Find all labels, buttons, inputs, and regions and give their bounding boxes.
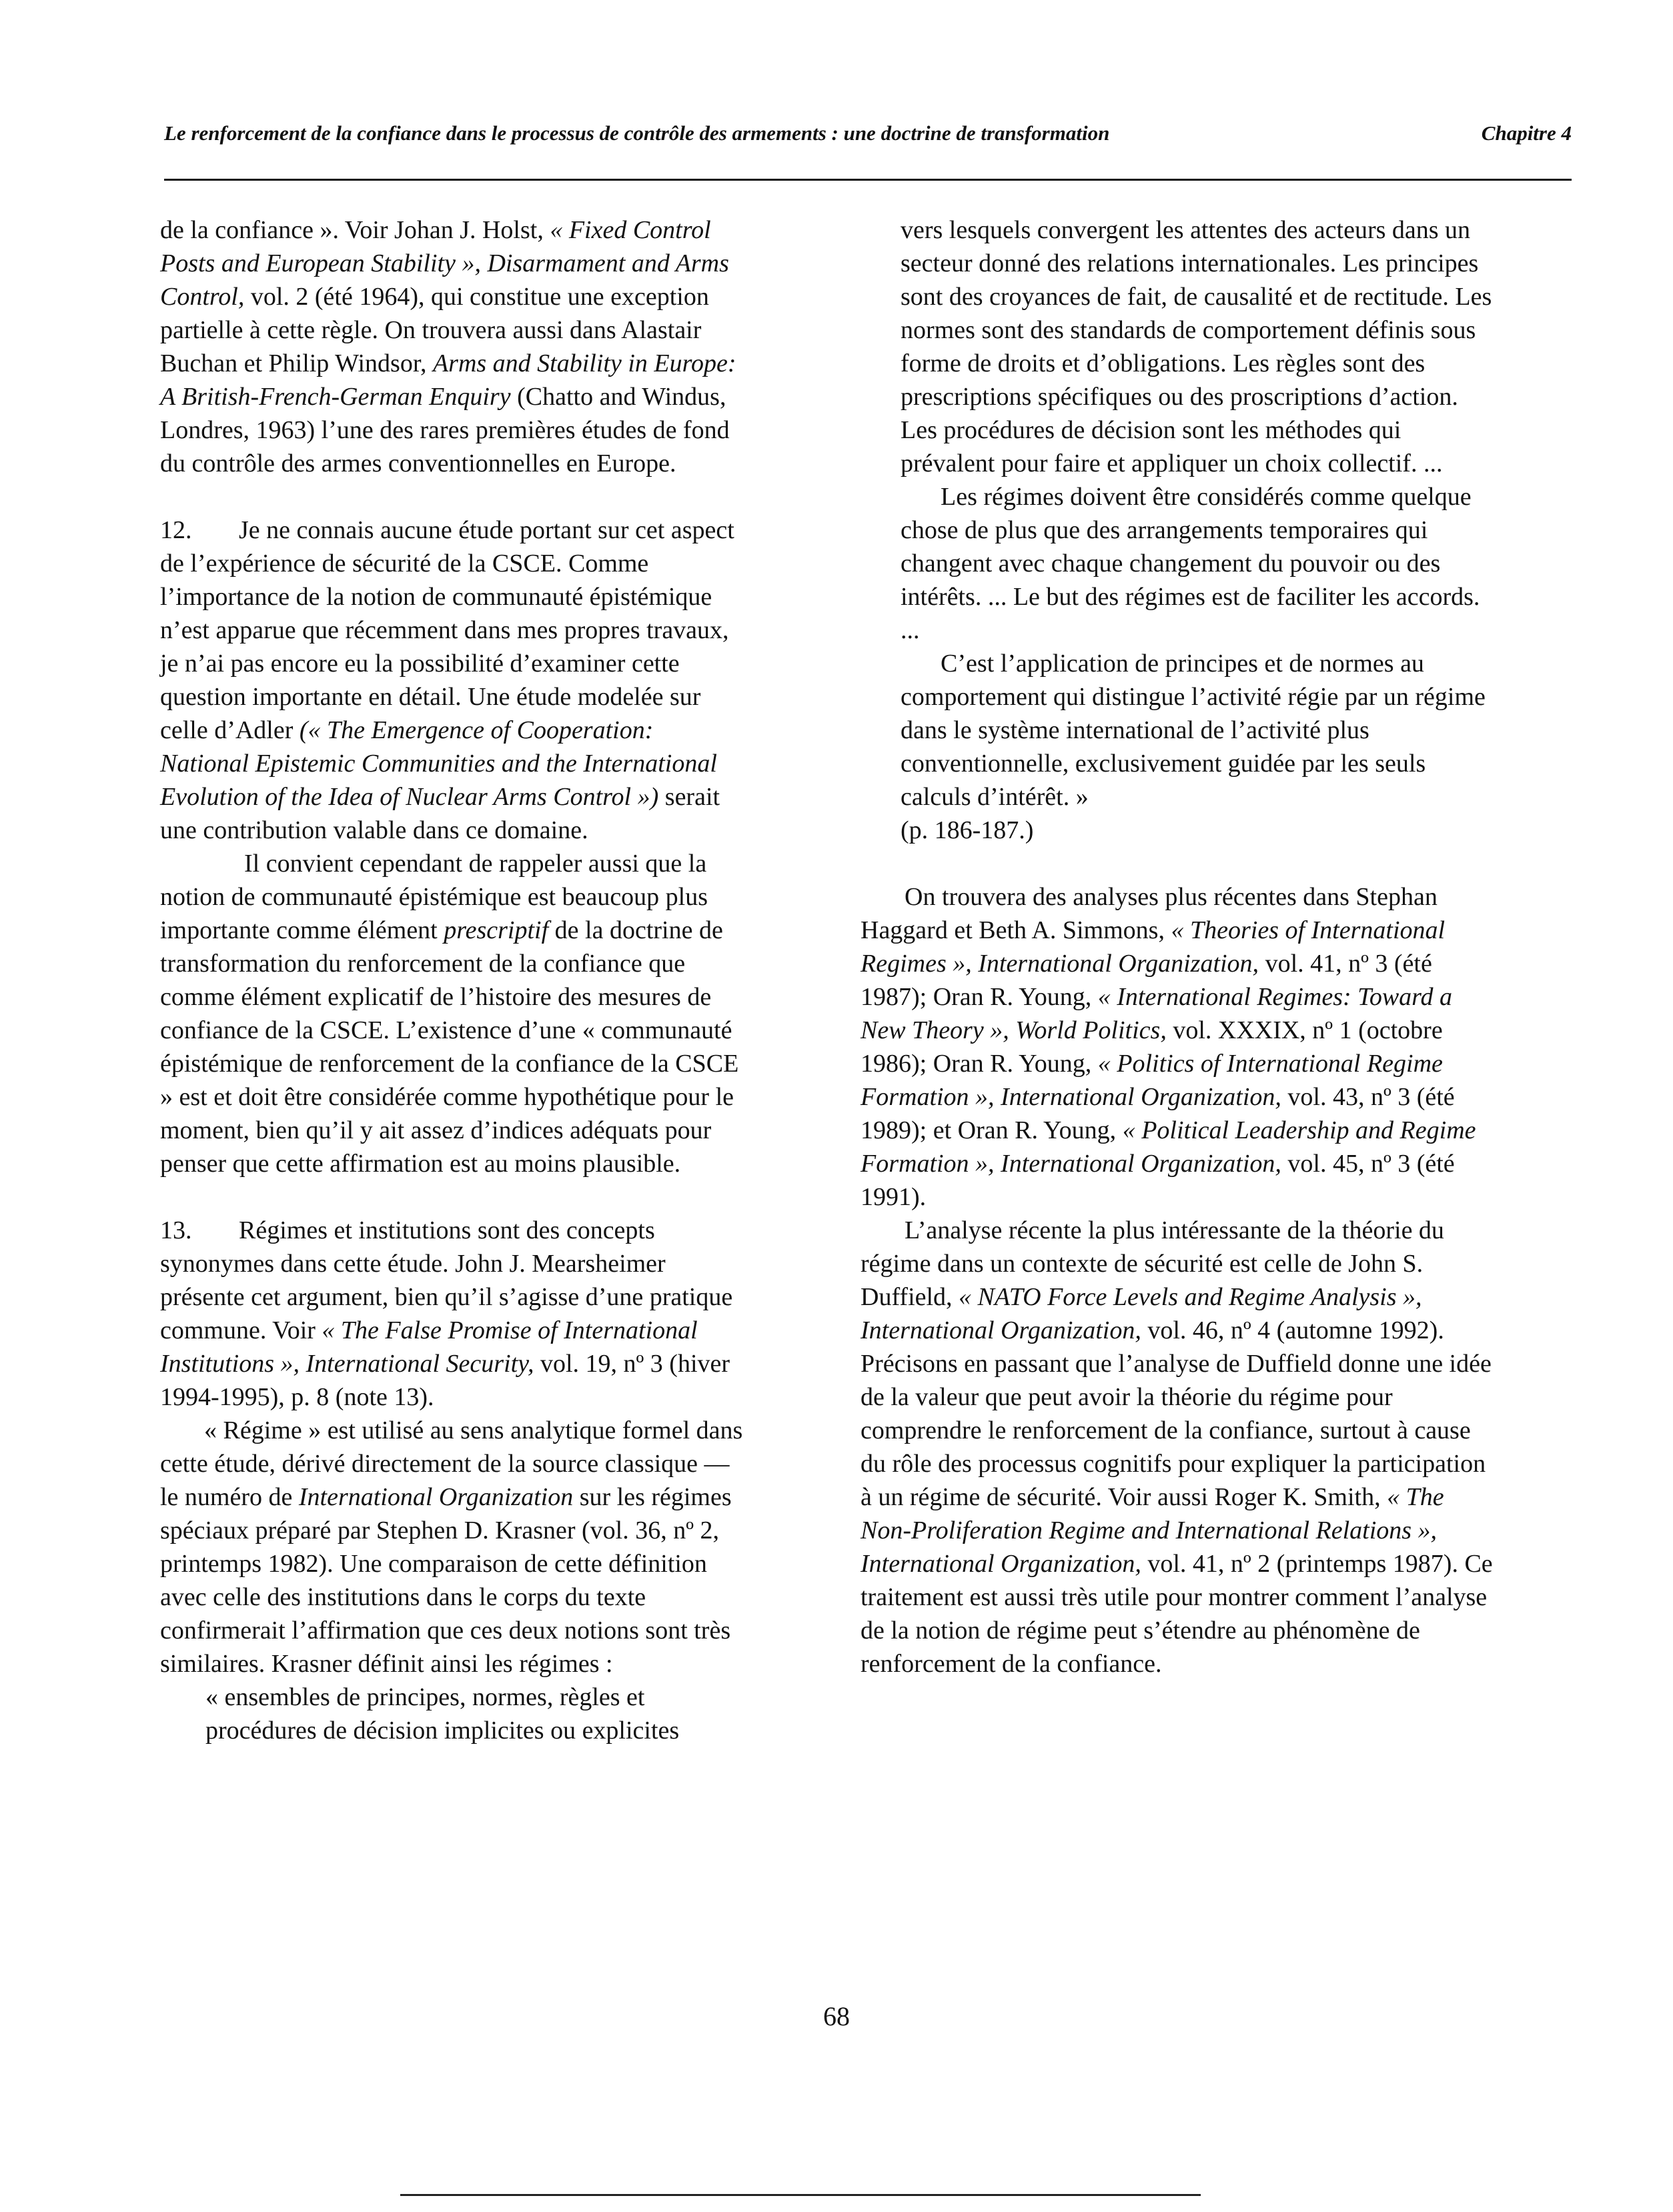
footnote-12: 12. Je ne connais aucune étude portant sur cet aspect de l’expérience de sécurité de la CSCE. Comme l’importance de la notion de communauté épistémique n’est apparue que récemment dans mes propres travaux, je n’ai pas encore eu la possibilité d’examiner cette question importante en détail. Une étude modelée sur celle d’Adler (« The Emergence of Cooperation: National Epistemic Communities and the International Evolution of the Idea of Nuclear Arms Control ») serait une contribution valable dans ce domaine.	[160, 513, 747, 847]
footnote-13: 13. Régimes et institutions sont des concepts synonymes dans cette étude. John J. Mearsheimer présente cet argument, bien qu’il s’agisse d’une pratique commune. Voir « The False Promise of International Institutions », International Security, vol. 19, nº 3 (hiver 1994-1995), p. 8 (note 13).	[160, 1214, 747, 1414]
krasner-quote-start: « ensembles de principes, normes, règles et procédures de décision implicites ou explicites	[205, 1683, 680, 1745]
bottom-rule	[400, 2194, 1201, 2196]
footnote-number: 13.	[160, 1216, 192, 1244]
footnote-number: 12.	[160, 516, 192, 544]
footnote-12-paragraph-2: Il convient cependant de rappeler aussi que la notion de communauté épistémique est beaucoup plus importante comme élément prescriptif de la doctrine de transformation du renforcement de la confiance que comme élément explicatif de l’histoire des mesures de confiance de la CSCE. L’existence d’une « communauté épistémique de renforcement de la confiance de la CSCE » est et doit être considérée comme hypothétique pour le moment, bien qu’il y ait assez d’indices adéquats pour penser que cette affirmation est au moins plausible.	[160, 850, 739, 1178]
footnote-13-paragraph-2: « Régime » est utilisé au sens analytique formel dans cette étude, dérivé directement de la source classique — le numéro de International Organization sur les régimes spéciaux préparé par Stephen D. Krasner (vol. 36, nº 2, printemps 1982). Une comparaison de cette définition avec celle des institutions dans le corps du texte confirmerait l’affirmation que ces deux notions sont très similaires. Krasner définit ainsi les régimes :	[160, 1416, 743, 1678]
footnote-11-continuation: de la confiance ». Voir Johan J. Holst, « Fixed Control Posts and European Stability », Disarmament and Arms Control, vol. 2 (été 1964), qui constitue une exception partielle à cette règle. On trouvera aussi dans Alastair Buchan et Philip Windsor, Arms and Stability in Europe: A British-French-German Enquiry (Chatto and Windus, Londres, 1963) l’une des rares premières études de fond du contrôle des armes conventionnelles en Europe.	[160, 216, 736, 477]
duffield-paragraph: L’analyse récente la plus intéressante de la théorie du régime dans un contexte de sécurité est celle de John S. Duffield, « NATO Force Levels and Regime Analysis », International Organization, vol. 46, nº 4 (automne 1992). Précisons en passant que l’analyse de Duffield donne une idée de la valeur que peut avoir la théorie du régime pour comprendre le renforcement de la confiance, surtout à cause du rôle des processus cognitifs pour expliquer la participation à un régime de sécurité. Voir aussi Roger K. Smith, « The Non-Proliferation Regime and International Relations », International Organization, vol. 41, nº 2 (printemps 1987). Ce traitement est aussi très utile pour montrer comment l’analyse de la notion de régime peut s’étendre au phénomène de renforcement de la confiance.	[861, 1216, 1493, 1678]
recent-analyses-paragraph: On trouvera des analyses plus récentes dans Stephan Haggard et Beth A. Simmons, « Theories of International Regimes », International Organization, vol. 41, nº 3 (été 1987); Oran R. Young, « International Regimes: Toward a New Theory », World Politics, vol. XXXIX, nº 1 (octobre 1986); Oran R. Young, « Politics of International Regime Formation », International Organization, vol. 43, nº 3 (été 1989); et Oran R. Young, « Political Leadership and Regime Formation », International Organization, vol. 45, nº 3 (été 1991).	[861, 883, 1476, 1211]
left-column	[160, 213, 747, 1747]
running-header	[164, 121, 1572, 145]
quote-page-ref: (p. 186-187.)	[901, 816, 1034, 844]
quote-paragraph-3: C’est l’application de principes et de normes au comportement qui distingue l’activité régie par un régime dans le système international de l’activité plus conventionnelle, exclusivement guidée par les seuls calculs d’intérêt. »	[901, 650, 1486, 811]
right-column	[861, 213, 1494, 1681]
header-rule	[164, 179, 1572, 181]
quote-paragraph-2: Les régimes doivent être considérés comme quelque chose de plus que des arrangements temporaires qui changent avec chaque changement du pouvoir ou des intérêts. ... Le but des régimes est de faciliter les accords. ...	[901, 483, 1480, 644]
quote-paragraph-1: vers lesquels convergent les attentes des acteurs dans un secteur donné des relations internationales. Les principes sont des croyances de fait, de causalité et de rectitude. Les normes sont des standards de comportement définis sous forme de droits et d’obligations. Les règles sont des prescriptions spécifiques ou des proscriptions d’action. Les procédures de décision sont les méthodes qui prévalent pour faire et appliquer un choix collectif. ...	[901, 216, 1492, 477]
page-number: 68	[823, 2001, 850, 2031]
header-chapter: Chapitre 4	[1481, 121, 1572, 145]
krasner-quote	[861, 213, 1494, 847]
header-title: Le renforcement de la confiance dans le processus de contrôle des armements : une doctrine de transformation	[164, 121, 1110, 145]
